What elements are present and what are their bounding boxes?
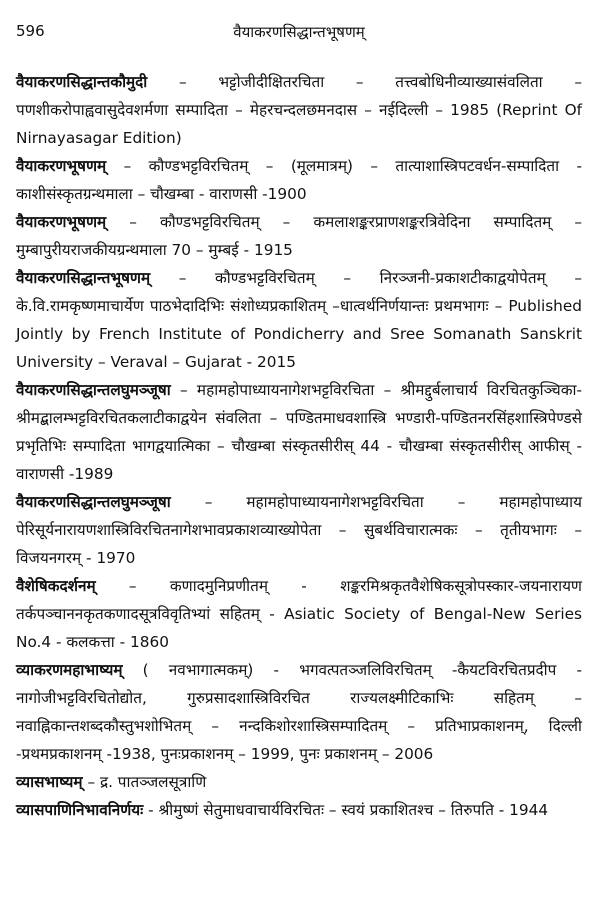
entry-details: – द्र. पातञ्जलसूत्राणि	[82, 773, 207, 791]
entry-details: – कौण्डभट्टविरचितम् – कमलाशङ्करप्राणशङ्करत्रिवेदिना सम्पादितम् – मुम्बापुरीयराजकीयग्रन्थमाला 70 – मुम्बई - 1915	[16, 213, 582, 259]
bibliography-entry	[16, 488, 582, 572]
entry-details: – कौण्डभट्टविरचितम् – निरञ्जनी-प्रकाशटीकाद्वयोपेतम् – के.वि.रामकृष्णमाचार्येण पाठभेदादिभिः संशोध्यप्रकाशितम् –धात्वर्थनिर्णयान्तः प्रथमभागः – Published Jointly by French Institute of Pondicherry and Sree Somanath Sanskrit University – Veraval – Gujarat - 2015	[16, 269, 582, 371]
entry-details: ( नवभागात्मकम्) - भगवत्पतञ्जलिविरचितम् -कैयटविरचितप्रदीप - नागोजीभट्टविरचितोद्योत, गुरुप्रसादशास्त्रिविरचित राज्यलक्ष्मीटिकाभिः सहितम् – नवाह्निकान्तशब्दकौस्तुभशोभितम् – नन्दकिशोरशास्त्रिसम्पादितम् – प्रतिभाप्रकाशनम्, दिल्ली -प्रथमप्रकाशनम् -1938, पुनःप्रकाशनम् – 1999, पुनः प्रकाशनम् – 2006	[16, 661, 582, 763]
entry-details: - श्रीमुष्णं सेतुमाधवाचार्यविरचितः – स्वयं प्रकाशितश्च – तिरुपति - 1944	[143, 801, 549, 819]
bibliography-entry	[16, 376, 582, 488]
entry-title: वैयाकरणसिद्धान्तभूषणम्	[16, 269, 151, 287]
entry-title: वैयाकरणसिद्धान्तकौमुदी	[16, 73, 148, 91]
entry-title: वैयाकरणभूषणम्	[16, 157, 107, 175]
bibliography-entry	[16, 264, 582, 376]
entry-title: व्याकरणमहाभाष्यम्	[16, 661, 123, 679]
entry-title: व्यासपाणिनिभावनिर्णयः	[16, 801, 144, 819]
bibliography-list	[16, 68, 582, 824]
entry-details: – भट्टोजीदीक्षितरचिता – तत्त्वबोधिनीव्याख्यासंवलिता – पणशीकरोपाह्ववासुदेवशर्मणा सम्पादिता – मेहरचन्दलछमनदास – नईदिल्ली – 1985 (Reprint Of Nirnayasagar Edition)	[16, 73, 582, 147]
entry-details: – कौण्डभट्टविरचितम् – (मूलमात्रम्) – तात्याशास्त्रिपटवर्धन-सम्पादिता - काशीसंस्कृतग्रन्थमाला – चौखम्बा - वाराणसी -1900	[16, 157, 582, 203]
entry-details: – महामहोपाध्यायनागेशभट्टविरचिता – महामहोपाध्याय पेरिसूर्यनारायणशास्त्रिविरचितनागेशभावप्रकाशव्याख्योपेता – सुबर्थविचारात्मकः – तृतीयभागः – विजयनगरम् - 1970	[16, 493, 582, 567]
entry-details: – कणादमुनिप्रणीतम् - शङ्करमिश्रकृतवैशेषिकसूत्रोपस्कार-जयनारायण तर्कपञ्चाननकृतकणादसूत्रविवृतिभ्यां सहितम् - Asiatic Society of Bengal-New Series No.4 - कलकत्ता - 1860	[16, 577, 582, 651]
page-number: 596	[16, 22, 45, 40]
bibliography-entry	[16, 768, 582, 796]
bibliography-entry	[16, 208, 582, 264]
entry-details: – महामहोपाध्यायनागेशभट्टविरचिता – श्रीमद्दुर्बलाचार्य विरचितकुञ्चिका-श्रीमद्बालम्भट्टविरचितकलाटीकाद्वयेन संवलिता – पण्डितमाधवशास्त्रि भण्डारी-पण्डितनरसिंहशास्त्रिपेण्डसे प्रभृतिभिः सम्पादिता भागद्वयात्मिका – चौखम्बा संस्कृतसीरीस् 44 - चौखम्बा संस्कृतसीरीस् आफीस् - वाराणसी -1989	[16, 381, 582, 483]
entry-title: वैयाकरणभूषणम्	[16, 213, 107, 231]
entry-title: वैयाकरणसिद्धान्तलघुमञ्जूषा	[16, 381, 171, 399]
entry-title: व्यासभाष्यम्	[16, 773, 83, 791]
entry-title: वैशेषिकदर्शनम्	[16, 577, 96, 595]
bibliography-entry	[16, 572, 582, 656]
page-header	[16, 22, 582, 46]
bibliography-entry	[16, 656, 582, 768]
bibliography-entry	[16, 796, 582, 824]
bibliography-entry	[16, 152, 582, 208]
bibliography-entry	[16, 68, 582, 152]
running-title: वैयाकरणसिद्धान्तभूषणम्	[233, 23, 365, 41]
entry-title: वैयाकरणसिद्धान्तलघुमञ्जूषा	[16, 493, 171, 511]
